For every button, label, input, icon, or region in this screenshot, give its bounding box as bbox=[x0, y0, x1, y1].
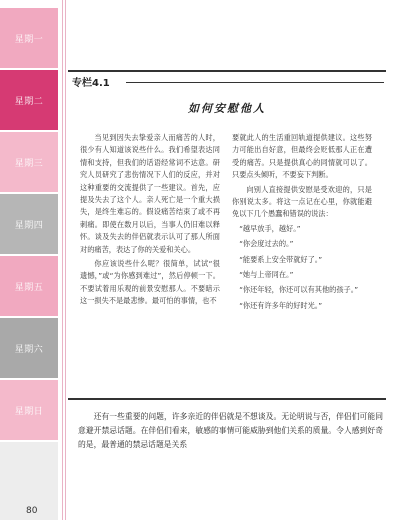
body-paragraph: 还有一些重要的问题，许多亲近的伴侣就是不想谈及。无论明说与否，伴侣们可能同意避开禁忌话题。在伴侣们看来，敏感的事情可能威胁到他们关系的质量。令人感到好奇的是，最普通的禁忌话题是关系 bbox=[78, 412, 383, 449]
right-paragraph-2: 向别人直接提供安慰是受欢迎的，只是你别说太多。将这一点记在心里，你就能避免以下几个愚蠢和错误的说法： bbox=[232, 184, 372, 219]
tab-sunday-label: 星期日 bbox=[14, 406, 44, 417]
list-item: “能要系上安全带就好了。” bbox=[239, 254, 323, 264]
tab-friday[interactable] bbox=[0, 256, 58, 316]
margin-rule-inner bbox=[65, 0, 66, 520]
tab-saturday-label: 星期六 bbox=[14, 344, 44, 355]
tab-monday[interactable] bbox=[0, 8, 58, 68]
tab-monday-label: 星期一 bbox=[14, 34, 44, 45]
list-item: “你还有许多年的好时光。” bbox=[239, 300, 323, 310]
margin-rule bbox=[62, 0, 63, 520]
feature-box-header bbox=[68, 72, 386, 88]
left-paragraph-2: 你应该说些什么呢？很简单，试试“很遗憾，”或“为你感到难过”，然后停顿一下。不要试着用乐观的前景安慰那人。不要暗示这一损失不是最悲惨。最可怕的事情，也不 bbox=[80, 259, 220, 306]
header-divider bbox=[126, 82, 384, 83]
list-item: “她与上帝同在。” bbox=[239, 270, 294, 280]
tab-wednesday-label: 星期三 bbox=[14, 158, 44, 169]
feature-box-title: 如何安慰他人 bbox=[188, 102, 266, 115]
right-paragraph-1: 要就此人的生活重回轨道提供建议。这些努力可能出自好意，但最终会贬低那人正在遭受的痛苦。只是提供真心的同情就可以了。只要点头倾听，不要妄下判断。 bbox=[232, 133, 372, 180]
list-item: “越早放手，越好。” bbox=[239, 223, 301, 233]
list-item: “你会度过去的。” bbox=[239, 239, 294, 249]
list-item: “你还年轻，你还可以有其他的孩子。” bbox=[239, 285, 359, 295]
left-paragraph-1: 当见到因失去挚爱亲人而痛苦的人时，很少有人知道该说些什么。我们希望表达同情和支持，但我们的话语经常词不达意。研究人员研究了悲伤情况下人们的反应，并对这种重要的交流提供了一些建议。首先，应提及失去了这个人。亲人死亡是一个重大损失，是终生难忘的。假设痛苦结束了或不再刺痛。即使在数月以后，当事人仍旧难以释怀。谈及失去的伴侣就表示认可了那人所面对的痛苦，表达了你的关爱和关心。 bbox=[80, 133, 220, 254]
page-number: 80 bbox=[26, 506, 38, 516]
tab-sunday[interactable] bbox=[0, 380, 58, 440]
feature-box bbox=[68, 70, 386, 400]
tab-tuesday-label: 星期二 bbox=[14, 96, 44, 107]
feature-left-column bbox=[80, 132, 220, 310]
feature-right-column bbox=[232, 132, 372, 315]
tab-friday-label: 星期五 bbox=[14, 282, 44, 293]
weekday-tab-rail bbox=[0, 0, 58, 520]
tab-thursday-label: 星期四 bbox=[14, 220, 44, 231]
tab-thursday[interactable] bbox=[0, 194, 58, 254]
bad-sayings-list bbox=[232, 223, 372, 312]
tab-saturday[interactable] bbox=[0, 318, 58, 378]
body-text bbox=[78, 410, 383, 452]
tab-wednesday[interactable] bbox=[0, 132, 58, 192]
tab-tuesday[interactable] bbox=[0, 70, 58, 130]
feature-box-label: 专栏4.1 bbox=[72, 78, 110, 89]
